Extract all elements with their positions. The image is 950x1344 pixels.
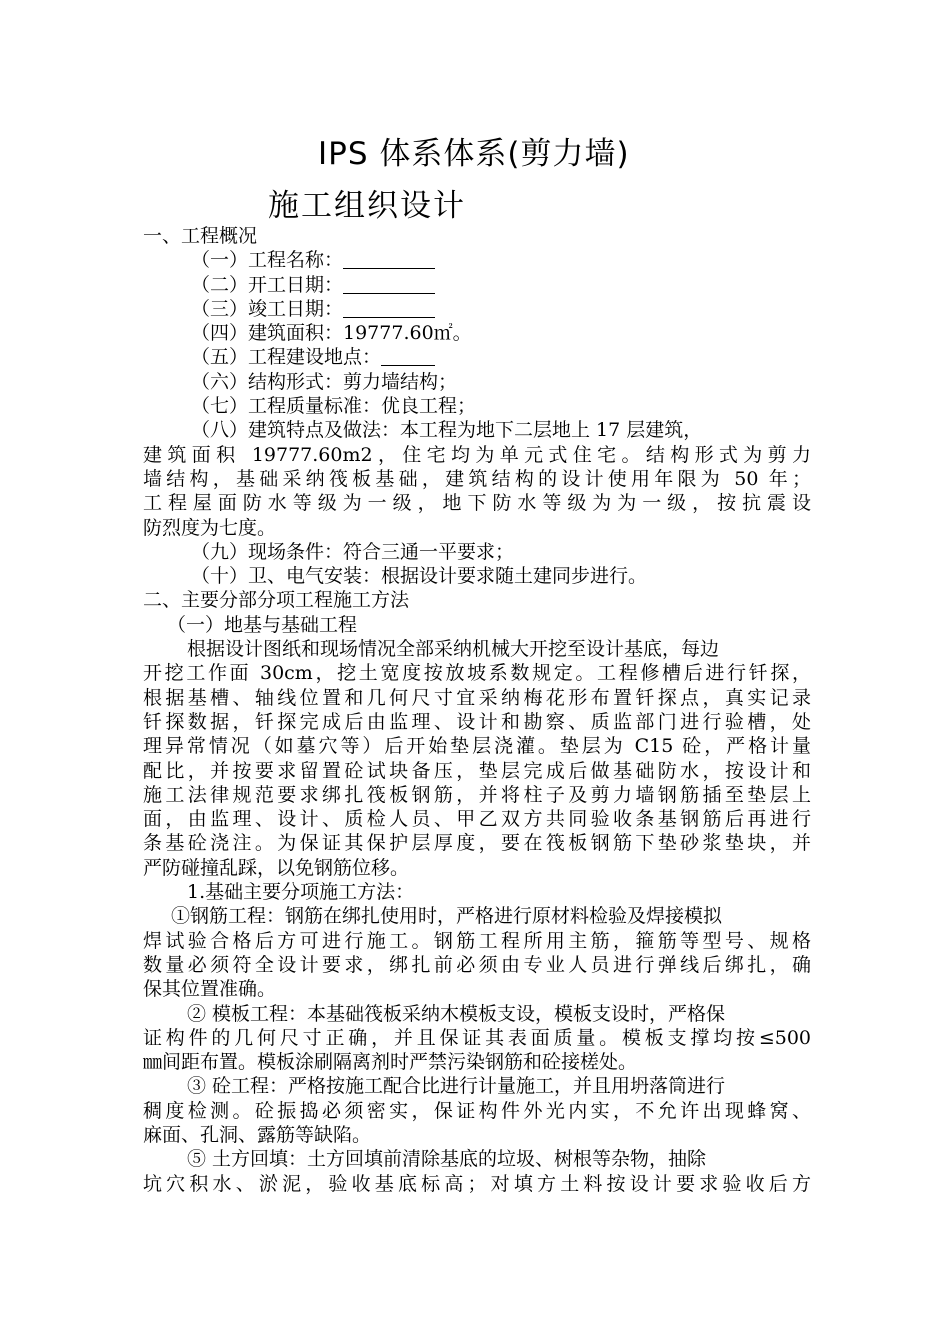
paragraph-line: 面，由监理、设计、质检人员、甲乙双方共同验收条基钢筋后再进行 bbox=[143, 808, 811, 831]
paragraph-line: 开挖工作面 30cm，挖土宽度按放坡系数规定。工程修槽后进行钎探， bbox=[143, 662, 811, 685]
item-features: （八）建筑特点及做法：本工程为地下二层地上 17 层建筑， bbox=[191, 419, 703, 442]
paragraph-line: ③ 砼工程：严格按施工配合比进行计量施工，并且用坍落筒进行 bbox=[187, 1075, 726, 1098]
item-site: （九）现场条件：符合三通一平要求； bbox=[191, 540, 515, 563]
paragraph-line: 条基砼浇注。为保证其保护层厚度，要在筏板钢筋下垫砂浆垫块，并 bbox=[143, 832, 811, 855]
subsection-heading-foundation: （一）地基与基础工程 bbox=[167, 613, 358, 636]
paragraph-line: ⑤ 土方回填：土方回填前清除基底的垃圾、树根等杂物，抽除 bbox=[187, 1148, 707, 1171]
paragraph-line: 根据基槽、轴线位置和几何尺寸宜采纳梅花形布置钎探点，真实记录 bbox=[143, 686, 811, 709]
blank-field bbox=[343, 273, 435, 294]
item-label: （五）工程建设地点： bbox=[191, 346, 382, 369]
paragraph-line: ② 模板工程：本基础筏板采纳木模板支设，模板支设时，严格保 bbox=[187, 1002, 726, 1025]
paragraph-line: 保其位置准确。 bbox=[143, 978, 277, 1001]
document-subtitle: 施工组织设计 bbox=[268, 188, 466, 224]
paragraph-line: 坑穴积水、淤泥，验收基底标高；对填方土料按设计要求验收后方 bbox=[143, 1172, 811, 1195]
item-label: （三）竣工日期： bbox=[191, 297, 344, 320]
paragraph-line: 防烈度为七度。 bbox=[143, 516, 277, 539]
paragraph-line: 墙结构，基础采纳筏板基础，建筑结构的设计使用年限为 50 年； bbox=[143, 467, 811, 490]
paragraph-line: 建筑面积 19777.60m2，住宅均为单元式住宅。结构形式为剪力 bbox=[143, 443, 811, 466]
item-area: （四）建筑面积：19777.60㎡。 bbox=[191, 322, 472, 345]
paragraph-line: 证构件的几何尺寸正确，并且保证其表面质量。模板支撑均按≤500 bbox=[143, 1026, 811, 1049]
item-start-date bbox=[143, 273, 811, 297]
paragraph-line: 稠度检测。砼振捣必须密实，保证构件外光内实，不允许出现蜂窝、 bbox=[143, 1099, 811, 1122]
item-quality: （七）工程质量标准：优良工程； bbox=[191, 395, 477, 418]
paragraph-line: ①钢筋工程：钢筋在绑扎使用时，严格进行原材料检验及焊接模拟 bbox=[171, 905, 723, 928]
document-body bbox=[143, 224, 811, 1196]
blank-field bbox=[343, 297, 435, 318]
section-heading-methods: 二、主要分部分项工程施工方法 bbox=[143, 589, 410, 612]
paragraph-line: 严防碰撞乱踩，以免钢筋位移。 bbox=[143, 856, 410, 879]
item-location bbox=[143, 345, 811, 369]
item-installation: （十）卫、电气安装：根据设计要求随土建同步进行。 bbox=[191, 565, 648, 588]
paragraph-line: 焊试验合格后方可进行施工。钢筋工程所用主筋，箍筋等型号、规格 bbox=[143, 929, 811, 952]
paragraph-line: 理异常情况（如墓穴等）后开始垫层浇灌。垫层为 C15 砼，严格计量 bbox=[143, 735, 811, 758]
document-title: IPS 体系体系(剪力墙) bbox=[318, 136, 630, 172]
paragraph-line: 根据设计图纸和现场情况全部采纳机械大开挖至设计基底，每边 bbox=[187, 638, 720, 661]
paragraph-line: 钎探数据，钎探完成后由监理、设计和勘察、质监部门进行验槽，处 bbox=[143, 710, 811, 733]
item-project-name bbox=[143, 248, 811, 272]
item-end-date bbox=[143, 297, 811, 321]
paragraph-line: 工程屋面防水等级为一级，地下防水等级为为一级，按抗震设 bbox=[143, 492, 811, 515]
paragraph-line: 施工法律规范要求绑扎筏板钢筋，并将柱子及剪力墙钢筋插至垫层上 bbox=[143, 783, 811, 806]
paragraph-line: 麻面、孔洞、露筋等缺陷。 bbox=[143, 1123, 372, 1146]
paragraph-line: 配比，并按要求留置砼试块备压，垫层完成后做基础防水，按设计和 bbox=[143, 759, 811, 782]
paragraph-line: ㎜间距布置。模板涂刷隔离剂时严禁污染钢筋和砼接槎处。 bbox=[143, 1051, 638, 1074]
item-label: （一）工程名称： bbox=[191, 249, 344, 272]
section-heading-overview: 一、工程概况 bbox=[143, 225, 258, 247]
method-heading: 1.基础主要分项施工方法： bbox=[187, 881, 415, 904]
item-label: （二）开工日期： bbox=[191, 273, 344, 296]
paragraph-line: 数量必须符全设计要求，绑扎前必须由专业人员进行弹线后绑扎，确 bbox=[143, 953, 811, 976]
blank-field bbox=[381, 345, 435, 366]
item-structure: （六）结构形式：剪力墙结构； bbox=[191, 370, 458, 393]
blank-field bbox=[343, 248, 435, 269]
